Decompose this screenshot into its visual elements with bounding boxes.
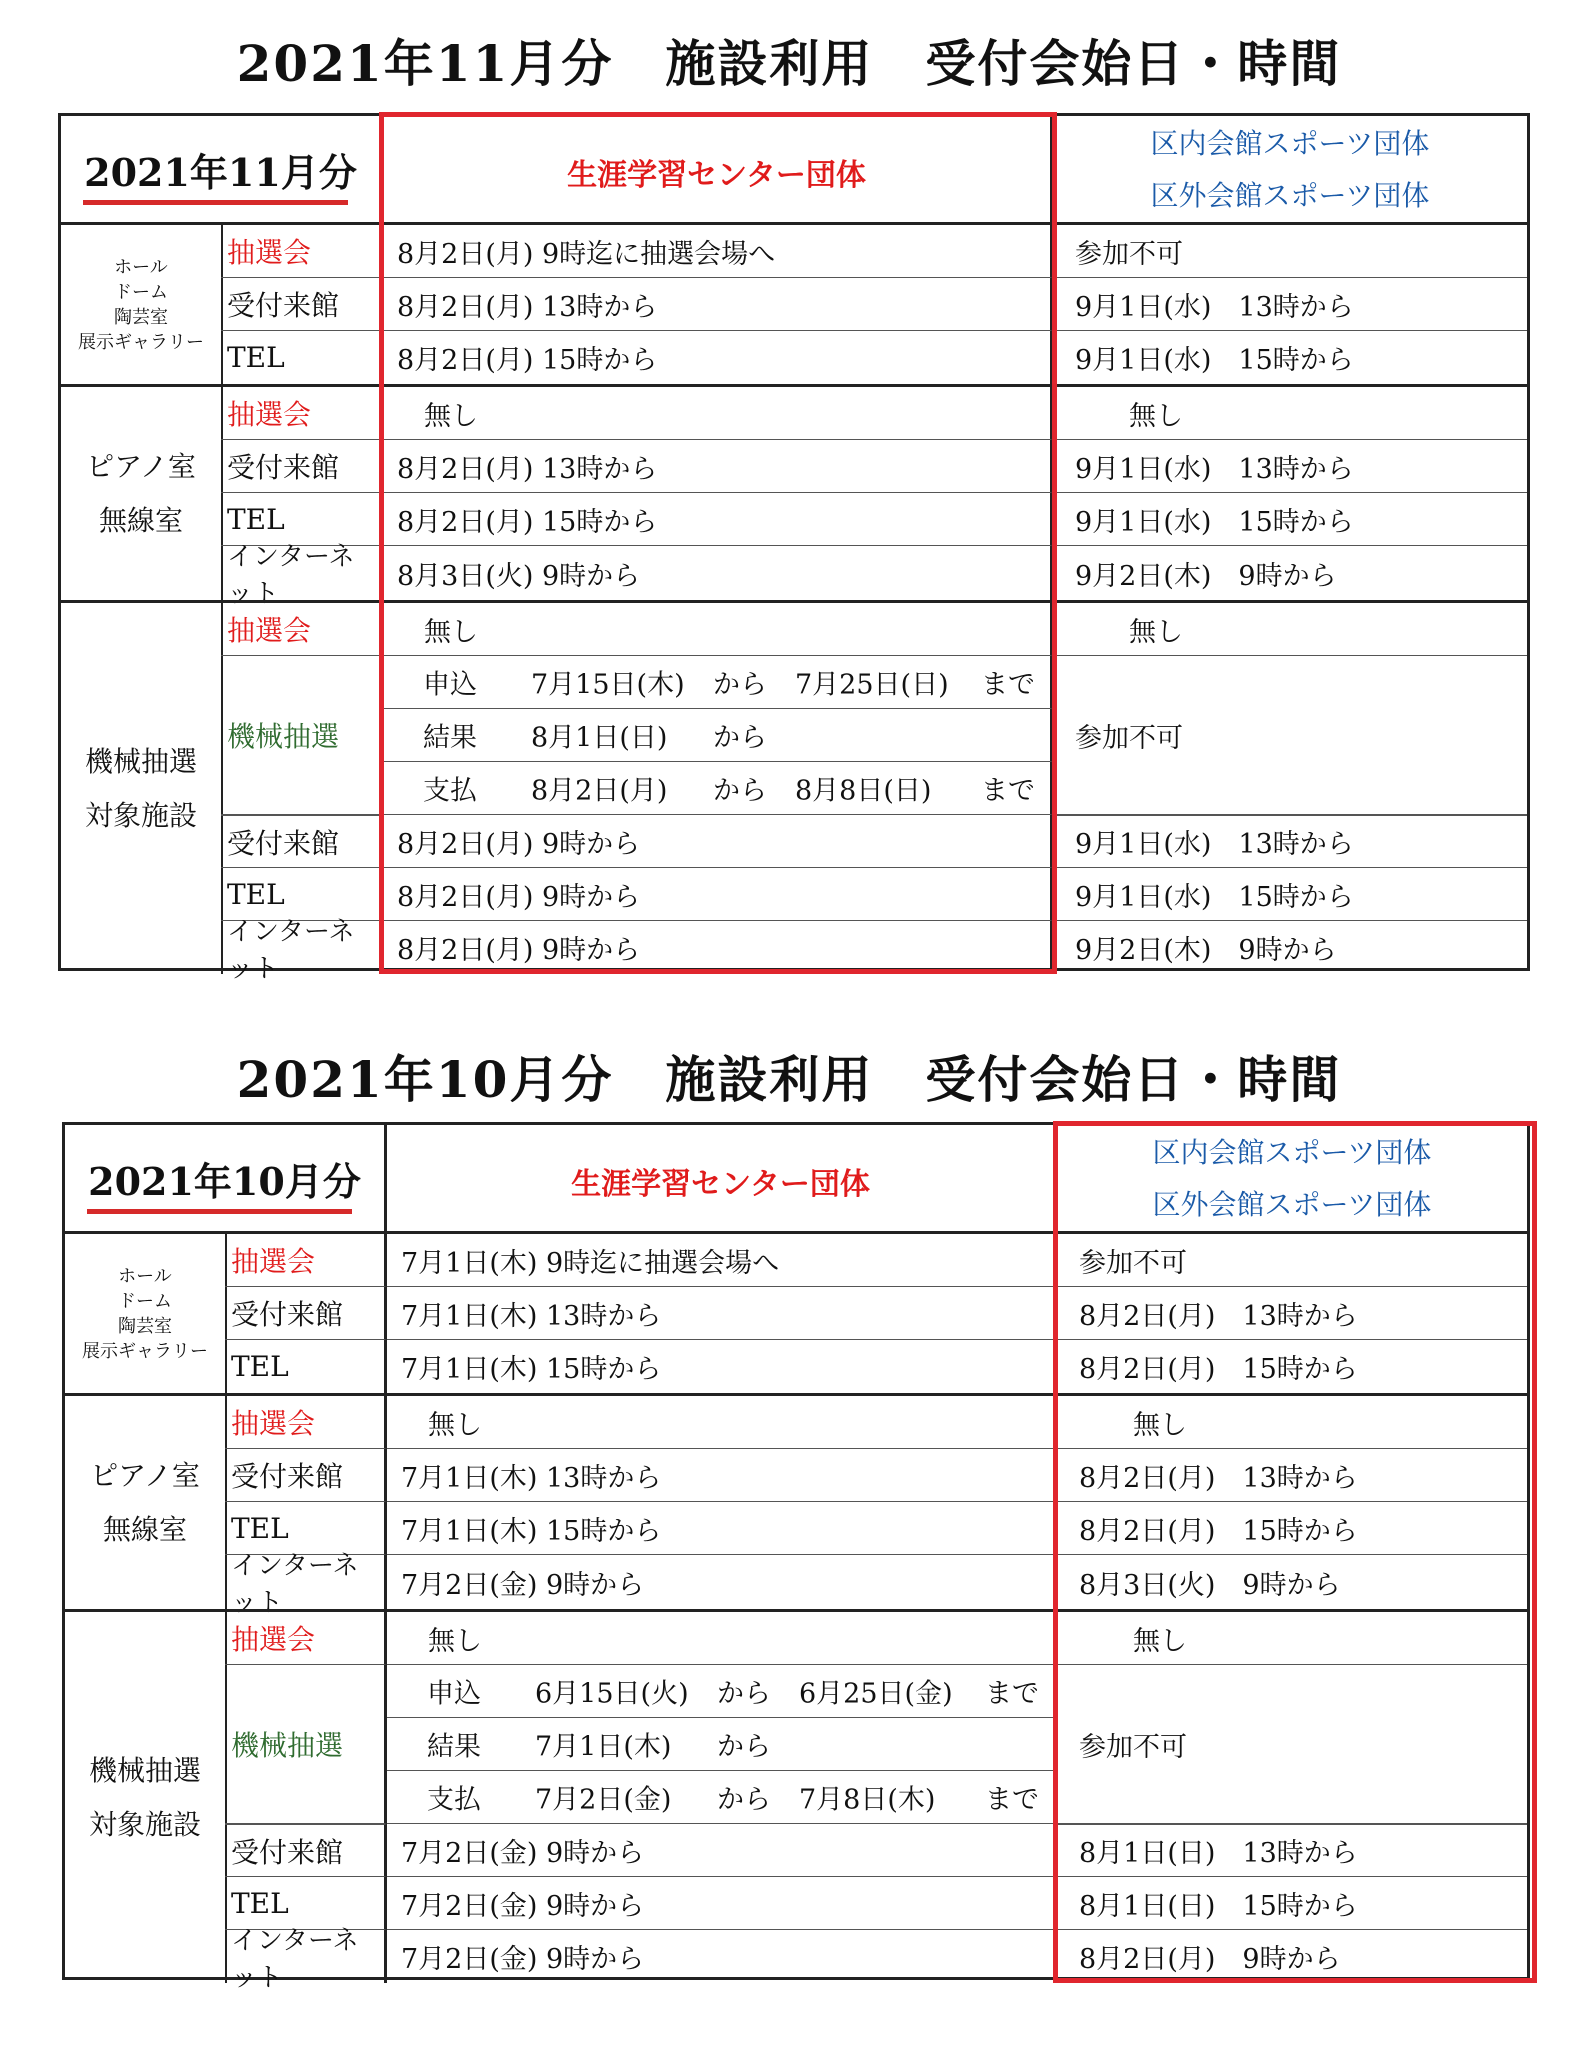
machine-row-payment [383,762,1053,815]
machine-date: 8月1日(日) [531,722,668,754]
machine-step: 結果 [423,722,477,754]
category-internet: インターネット [225,1555,387,1609]
machine-until: まで [985,1678,1039,1710]
machine-date: 7月8日(木) [799,1784,936,1816]
category-lottery: 抽選会 [225,1234,387,1287]
schedule-cell: 8月2日(月) 13時から [383,440,1053,493]
schedule-cell: 8月2日(月) 15時から [383,493,1053,546]
category-lottery: 抽選会 [225,1396,387,1449]
facility-machine-group [65,1612,227,1983]
machine-row-payment [387,1771,1057,1824]
category-tel: TEL [221,868,383,921]
machine-from: から [717,1784,771,1816]
machine-until: まで [981,669,1035,701]
schedule-cell: 8月2日(月) 9時から [383,868,1053,921]
month-header [61,116,383,222]
category-visit: 受付来館 [221,278,383,331]
category-lottery: 抽選会 [225,1612,387,1665]
facility-name: 展示ギャラリー [82,1340,208,1362]
machine-from: から [717,1678,771,1710]
schedule-cell: 参加不可 [1057,1665,1527,1824]
section-hall [61,222,1527,384]
schedule-cell: 9月1日(水) 15時から [1075,345,1354,376]
machine-date: 6月15日(火) [535,1678,689,1710]
category-lottery: 抽選会 [221,603,383,656]
schedule-cell: 参加不可 [1053,656,1527,815]
month-underline [83,200,348,205]
category-tel: TEL [225,1340,387,1393]
machine-date: 8月2日(月) [531,775,668,807]
facility-name: 展示ギャラリー [78,331,204,353]
schedule-cell: 7月1日(木) 15時から [387,1340,1057,1393]
machine-from: から [717,1731,771,1763]
schedule-cell: 9月1日(水) 15時から [1053,493,1527,546]
facility-name: ドーム [114,281,168,303]
schedule-cell: 9月1日(水) 15時から [1053,868,1527,921]
schedule-cell: 8月1日(日) 15時から [1057,1877,1527,1930]
schedule-cell: 7月2日(金) 9時から [387,1877,1057,1930]
category-internet: インターネット [221,921,383,974]
schedule-cell: 7月1日(木) 13時から [387,1449,1057,1502]
category-visit: 受付来館 [225,1287,387,1340]
machine-row-result [387,1718,1057,1771]
machine-until: まで [981,775,1035,807]
month-label: 2021年10月分 [88,1159,361,1204]
schedule-cell: 9月1日(水) 13時から [1053,278,1527,331]
section-piano [61,384,1527,609]
category-machine-lottery: 機械抽選 [221,656,383,815]
schedule-cell: 8月2日(月) 9時から [1079,1944,1341,1975]
column-a-label: 生涯学習センター団体 [571,1167,870,1202]
category-machine-lottery: 機械抽選 [225,1665,387,1824]
machine-from: から [713,722,767,754]
facility-name: 無線室 [98,503,183,537]
facility-name: ホール [114,256,168,278]
column-header-sports [1057,1125,1527,1231]
schedule-cell: 9月1日(水) 13時から [1053,815,1527,868]
schedule-cell: 7月2日(金) 9時から [387,1555,1057,1609]
schedule-cell: 8月2日(月) 15時から [1079,1354,1358,1385]
schedule-cell: 参加不可 [1057,1234,1527,1287]
machine-step: 申込 [423,669,477,701]
category-tel: TEL [221,331,383,384]
schedule-table-november [58,113,1530,984]
schedule-cell: 無し [1053,387,1527,440]
schedule-cell: 無し [387,1396,1057,1449]
month-underline [87,1209,352,1214]
section-hall [65,1231,1527,1393]
schedule-cell: 9月2日(木) 9時から [1075,935,1337,966]
category-internet: インターネット [225,1930,387,1983]
facility-name: ドーム [118,1290,172,1312]
machine-until: まで [985,1784,1039,1816]
schedule-cell: 無し [1053,603,1527,656]
schedule-cell: 無し [1057,1396,1527,1449]
schedule-cell: 8月2日(月) 9時から [383,921,1053,974]
facility-name: 陶芸室 [118,1315,172,1337]
column-header-lifelong-learning [387,1125,1057,1231]
machine-date: 7月25日(日) [795,669,949,701]
category-tel: TEL [225,1877,387,1930]
schedule-cell: 8月3日(火) 9時から [1079,1569,1341,1601]
page-title-november: 2021年11月分 施設利用 受付会始日・時間 [236,34,1342,93]
column-b-label-1: 区内会館スポーツ団体 [1152,1136,1432,1169]
schedule-cell: 8月2日(月) 15時から [1057,1502,1527,1555]
schedule-table-october [62,1122,1530,1993]
machine-row-result [383,709,1053,762]
schedule-cell: 8月1日(日) 13時から [1057,1824,1527,1877]
column-b-label-2: 区外会館スポーツ団体 [1152,1188,1432,1221]
machine-row-apply [387,1665,1057,1718]
schedule-cell: 無し [1057,1612,1527,1665]
section-piano [65,1393,1527,1618]
machine-date: 7月2日(金) [535,1784,672,1816]
column-header-lifelong-learning [383,116,1053,222]
facility-piano-group [65,1396,227,1609]
facility-name: 対象施設 [84,798,197,832]
section-machine-lottery [65,1609,1527,1993]
schedule-cell: 7月2日(金) 9時から [387,1824,1057,1877]
schedule-cell: 7月1日(木) 9時迄に抽選会場へ [387,1234,1057,1287]
category-lottery: 抽選会 [221,387,383,440]
column-a-label: 生涯学習センター団体 [567,158,866,193]
category-lottery: 抽選会 [221,225,383,278]
machine-from: から [713,775,767,807]
schedule-cell: 無し [383,387,1053,440]
page-title-october: 2021年10月分 施設利用 受付会始日・時間 [236,1050,1342,1109]
machine-step: 申込 [427,1678,481,1710]
schedule-cell: 8月3日(火) 9時から [383,546,1053,600]
schedule-cell: 7月1日(木) 15時から [387,1502,1057,1555]
schedule-cell: 8月2日(月) 9時から [383,815,1053,868]
schedule-cell: 7月2日(金) 9時から [387,1930,1057,1983]
category-visit: 受付来館 [225,1449,387,1502]
schedule-cell: 8月2日(月) 13時から [1057,1449,1527,1502]
month-label: 2021年11月分 [84,150,357,195]
column-b-label-1: 区内会館スポーツ団体 [1150,127,1430,160]
facility-name: 機械抽選 [84,744,197,778]
category-tel: TEL [221,493,383,546]
column-header-sports [1053,116,1527,222]
month-header [65,1125,387,1231]
facility-name: 無線室 [102,1512,187,1546]
facility-name: 陶芸室 [114,306,168,328]
schedule-cell: 無し [383,603,1053,656]
machine-date: 8月8日(日) [795,775,932,807]
machine-from: から [713,669,767,701]
machine-step: 結果 [427,1731,481,1763]
facility-name: 対象施設 [88,1807,201,1841]
facility-piano-group [61,387,223,600]
machine-date: 6月25日(金) [799,1678,953,1710]
schedule-cell: 無し [387,1612,1057,1665]
schedule-cell: 8月2日(月) 9時迄に抽選会場へ [383,225,1053,278]
schedule-cell: 参加不可 [1053,225,1527,278]
schedule-cell: 9月2日(木) 9時から [1075,560,1337,592]
machine-step: 支払 [427,1784,481,1816]
category-internet: インターネット [221,546,383,600]
section-machine-lottery [61,600,1527,984]
schedule-cell: 9月1日(水) 13時から [1053,440,1527,493]
category-tel: TEL [225,1502,387,1555]
category-visit: 受付来館 [225,1824,387,1877]
machine-date: 7月1日(木) [535,1731,672,1763]
schedule-cell: 7月1日(木) 13時から [387,1287,1057,1340]
facility-machine-group [61,603,223,974]
schedule-cell: 8月2日(月) 15時から [383,331,1053,384]
facility-hall-group [65,1234,227,1393]
schedule-cell: 8月2日(月) 13時から [383,278,1053,331]
machine-step: 支払 [423,775,477,807]
facility-name: ピアノ室 [86,449,196,483]
machine-date: 7月15日(木) [531,669,685,701]
facility-name: ホール [118,1265,172,1287]
column-b-label-2: 区外会館スポーツ団体 [1150,179,1430,212]
facility-hall-group [61,225,223,384]
schedule-cell: 8月2日(月) 13時から [1057,1287,1527,1340]
category-visit: 受付来館 [221,815,383,868]
facility-name: ピアノ室 [90,1458,200,1492]
machine-row-apply [383,656,1053,709]
category-visit: 受付来館 [221,440,383,493]
facility-name: 機械抽選 [88,1753,201,1787]
